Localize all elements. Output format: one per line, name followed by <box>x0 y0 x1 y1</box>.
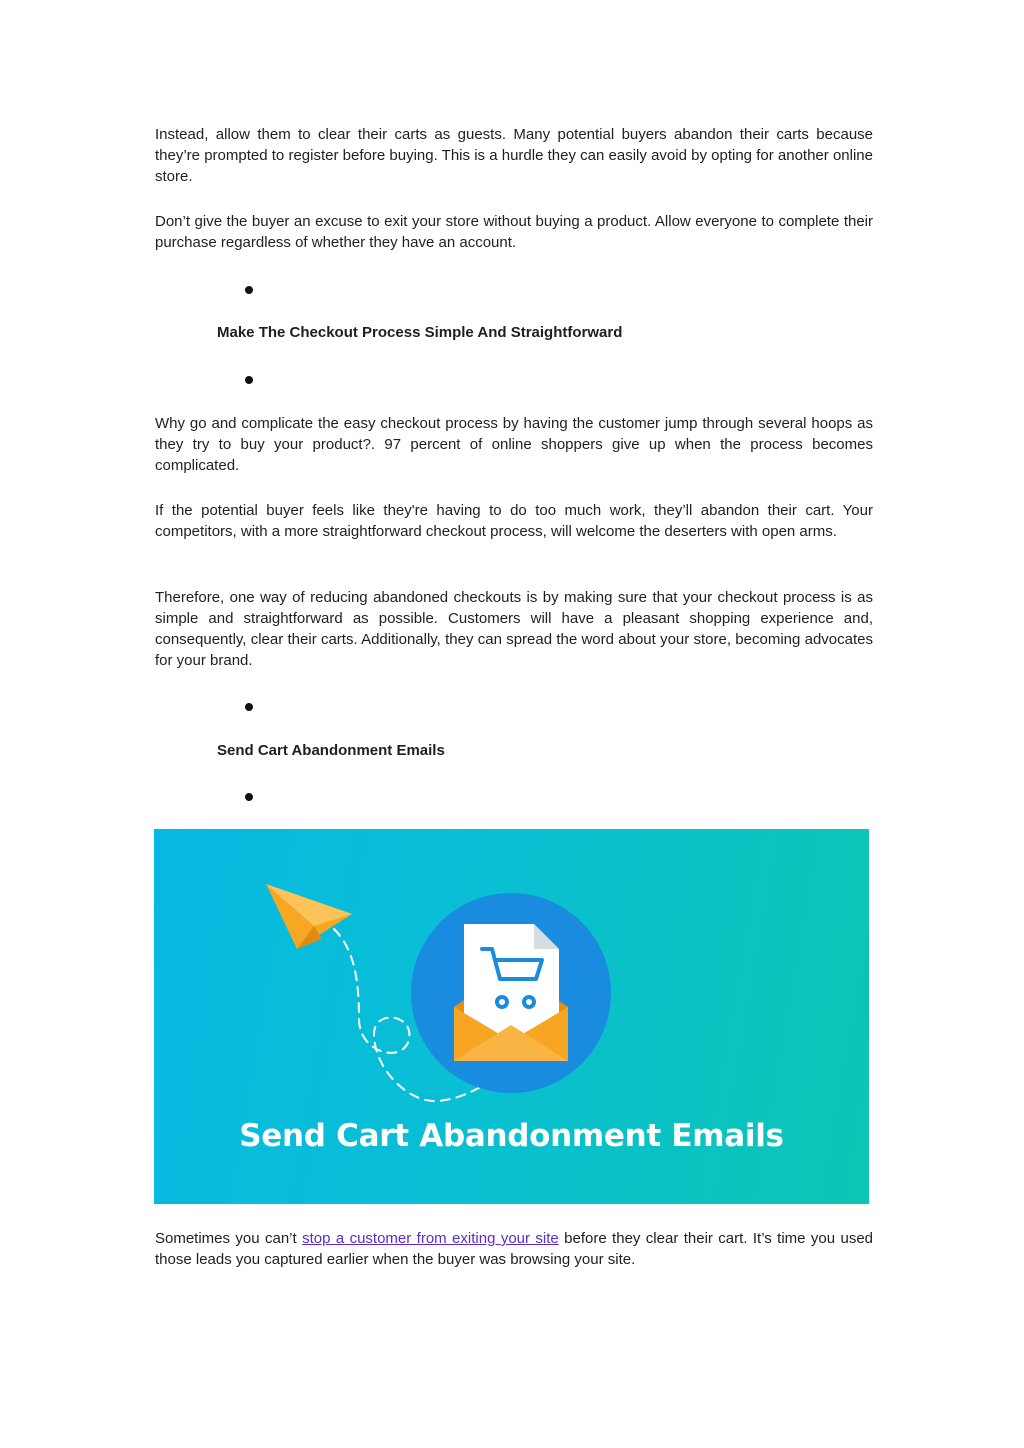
paragraph-no-excuse: Don’t give the buyer an excuse to exit your store without buying a product. Allow everyone to complete their purchase regardless of whether they have an account. <box>155 213 873 251</box>
paragraph-too-much-work: If the potential buyer feels like they're having to do too much work, they’ll abandon their cart. Your competitors, with a more straightforward checkout process, will welcome the deserters with open arms. <box>155 502 873 540</box>
bullet-point <box>245 793 253 801</box>
banner-title: Send Cart Abandonment Emails <box>239 1118 784 1154</box>
envelope-icon <box>454 924 568 1061</box>
bullet-point <box>245 376 253 384</box>
bullet-point <box>245 286 253 294</box>
bullet-point <box>245 703 253 711</box>
paragraph-guest-checkout: Instead, allow them to clear their carts as guests. Many potential buyers abandon their carts because they’re prompted to register before buying. This is a hurdle they can easily avoid by opting for another online store. <box>155 126 873 185</box>
heading-simple-checkout: Make The Checkout Process Simple And Straightforward <box>217 324 623 341</box>
paragraph-reducing-abandonment: Therefore, one way of reducing abandoned checkouts is by making sure that your checkout process is as simple and straightforward as possible. Customers will have a pleasant shopping experience and, consequently, clear their carts. Additionally, they can spread the word about your store, becoming advocates for your brand. <box>155 589 873 669</box>
paper-plane-icon <box>266 884 352 949</box>
heading-cart-emails: Send Cart Abandonment Emails <box>217 742 445 759</box>
paragraph-use-leads <box>155 1228 873 1270</box>
paragraph-text-end: before they clear their cart. It’s time you used those leads you captured earlier when the buyer was browsing your site. <box>155 1230 873 1268</box>
stop-customer-exiting-link[interactable]: stop a customer from exiting your site <box>302 1230 559 1247</box>
cart-abandonment-banner-image <box>154 829 869 1204</box>
paragraph-text-start: Sometimes you can’t <box>155 1230 303 1247</box>
paragraph-complicated-checkout: Why go and complicate the easy checkout process by having the customer jump through several hoops as they try to buy your product?. 97 percent of online shoppers give up when the process becomes complicated. <box>155 415 873 474</box>
